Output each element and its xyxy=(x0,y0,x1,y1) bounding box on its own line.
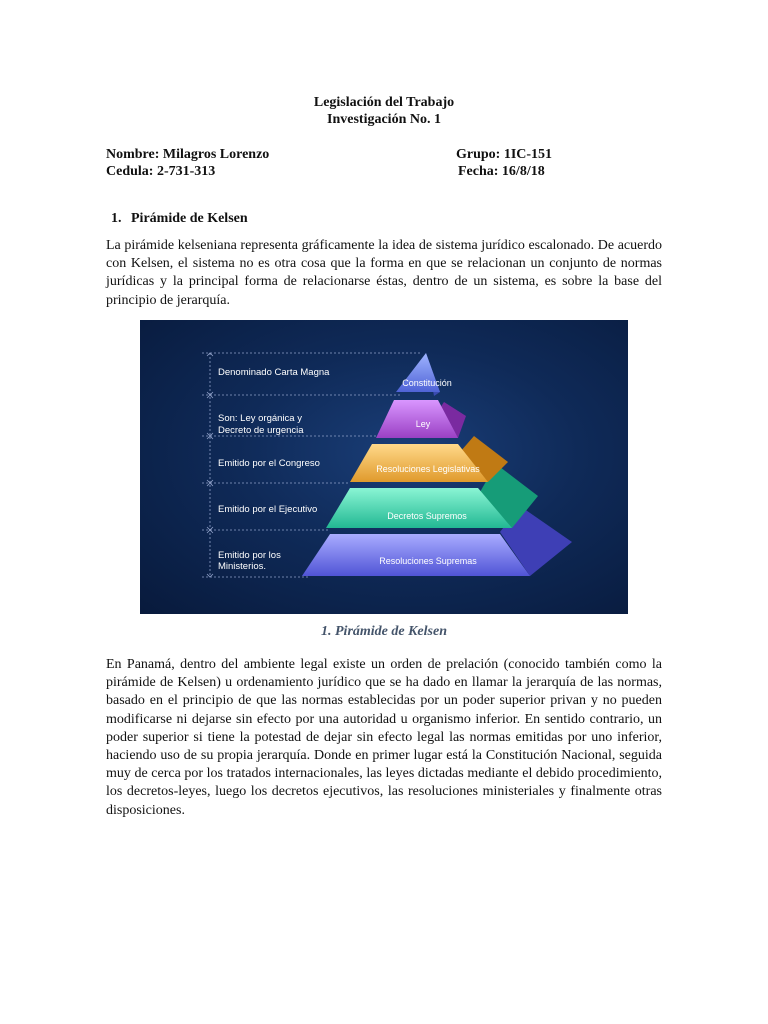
level-5-label: Resoluciones Supremas xyxy=(379,556,477,566)
level-4-description: Emitido por el Ejecutivo xyxy=(218,504,318,515)
body-paragraph: En Panamá, dentro del ambiente legal existe un orden de prelación (conocido también como la pirámide de Kelsen) u ordenamiento jurídico que se ha dado en llamar la jerarquía de las normas, basado en el principio de que las normas establecidas por un poder superior privan y no pueden modificarse ni dejarse sin efecto por una autoridad u organismo inferior. En sentido contrario, un poder superior si tiene la potestad de dejar sin efecto legal las normas emitidas por uno inferior, haciendo uso de su propia jerarquía. Donde en primer lugar está la Constitución Nacional, seguida muy de cerca por los tratados internacionales, las leyes dictadas mediante el debido procedimiento, los decretos-leyes, luego los decretos ejecutivos, las resoluciones ministeriales y finalmente otras disposiciones. xyxy=(106,657,662,818)
level-5-description-line2: Ministerios. xyxy=(218,561,267,572)
level-5-description-line1: Emitido por los xyxy=(218,550,281,561)
student-id: Cedula: 2-731-313 xyxy=(106,164,216,179)
level-3-description: Emitido por el Congreso xyxy=(218,458,320,469)
level-2-description-line1: Son: Ley orgánica y xyxy=(218,413,302,424)
kelsen-pyramid-diagram xyxy=(140,320,628,614)
level-2-label: Ley xyxy=(415,419,431,429)
figure-caption: 1. Pirámide de Kelsen xyxy=(321,624,447,639)
level-1-label: Constitución xyxy=(402,378,452,388)
student-group: Grupo: 1IC-151 xyxy=(456,147,553,162)
student-name: Nombre: Milagros Lorenzo xyxy=(106,147,270,162)
pyramid-level-constitucion xyxy=(396,353,440,396)
kelsen-pyramid-figure xyxy=(140,320,628,614)
level-4-label: Decretos Supremos xyxy=(387,511,467,521)
intro-paragraph: La pirámide kelseniana representa gráficamente la idea de sistema jurídico escalonado. De acuerdo con Kelsen, el sistema no es otra cosa que la forma en que se relacionan un conjunto de normas jurídicas y la principal forma de relacionarse éstas, dentro de un sistema, es sobre la base del principio de jerarquía. xyxy=(106,238,662,308)
section-title: Pirámide de Kelsen xyxy=(131,211,248,226)
level-3-label: Resoluciones Legislativas xyxy=(376,464,480,474)
level-2-description-line2: Decreto de urgencia xyxy=(218,425,304,436)
course-title: Legislación del Trabajo xyxy=(313,95,455,110)
submission-date: Fecha: 16/8/18 xyxy=(458,164,545,179)
pyramid-level-resoluciones-legislativas xyxy=(350,436,508,482)
assignment-title: Investigación No. 1 xyxy=(327,112,441,127)
section-heading xyxy=(111,211,248,227)
level-1-description: Denominado Carta Magna xyxy=(218,367,330,378)
section-number: 1. xyxy=(111,211,122,226)
